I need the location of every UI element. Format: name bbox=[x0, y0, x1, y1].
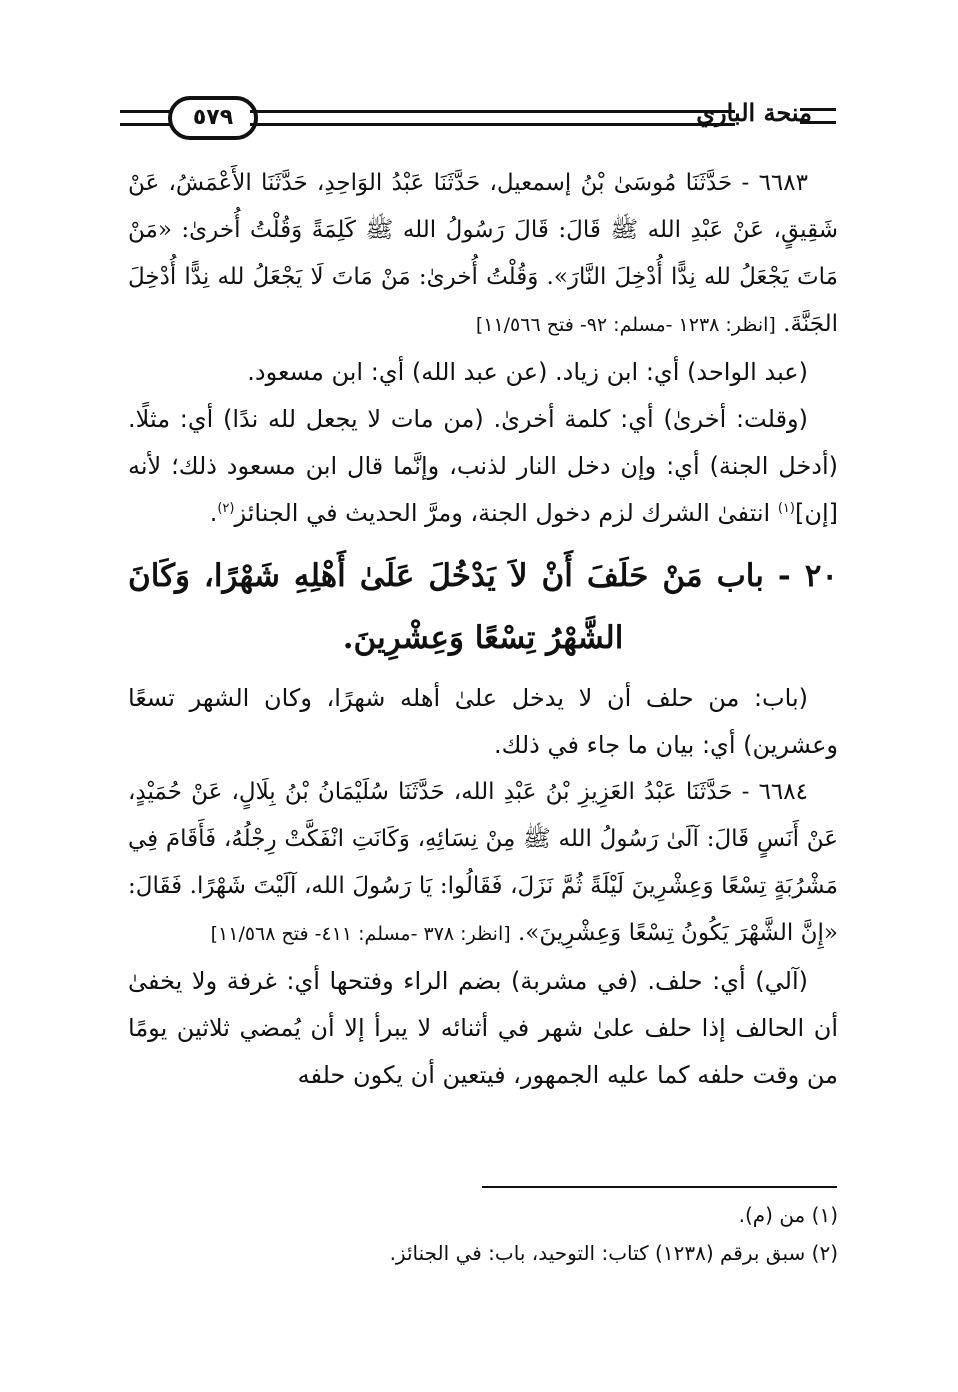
commentary-paragraph bbox=[128, 396, 838, 537]
chapter-heading: ٢٠ - باب مَنْ حَلَفَ أَنْ لاَ يَدْخُلَ عَلَىٰ أَهْلِهِ شَهْرًا، وَكَانَ الشَّهْرُ تِسْعًا وَعِشْرِينَ. bbox=[128, 558, 838, 656]
footnotes bbox=[128, 1196, 838, 1272]
commentary-text-b: انتفىٰ الشرك لزم دخول الجنة، ومرَّ الحديث في الجنائز bbox=[234, 499, 778, 527]
hadith-6683-reference: [انظر: ١٢٣٨ -مسلم: ٩٢- فتح ١١/٥٦٦] bbox=[475, 314, 776, 336]
commentary-text-end: . bbox=[209, 499, 218, 527]
hadith-6684-reference: [انظر: ٣٧٨ -مسلم: ٤١١- فتح ١١/٥٦٨] bbox=[210, 923, 511, 945]
commentary-line: (عبد الواحد) أي: ابن زياد. (عن عبد الله) أي: ابن مسعود. bbox=[247, 358, 808, 386]
hadith-6684-text: ٦٦٨٤ - حَدَّثَنَا عَبْدُ العَزِيزِ بْنُ عَبْدِ الله، حَدَّثَنَا سُلَيْمَانُ بْنُ بِلَالٍ، عَنْ حُمَيْدٍ، عَنْ أَنَسٍ قَالَ: آلَىٰ رَسُولُ الله ﷺ مِنْ نِسَائِهِ، وَكَانَتِ انْفَكَّتْ رِجْلُهُ، فَأَقَامَ فِي مَشْرُبَةٍ تِسْعًا وَعِشْرِينَ لَيْلَةً ثُمَّ نَزَلَ، فَقَالُوا: يَا رَسُولَ الله، آلَيْتَ شَهْرًا. فَقَالَ: «إِنَّ الشَّهْرَ يَكُونُ تِسْعًا وَعِشْرِينَ». bbox=[128, 779, 838, 946]
footnote-marker-1: (١) bbox=[777, 501, 795, 516]
footnote-2: (٢) سبق برقم (١٢٣٨) كتاب: التوحيد، باب: في الجنائز. bbox=[389, 1241, 838, 1265]
footnote-1: (١) من (م). bbox=[738, 1203, 838, 1227]
footnote-separator bbox=[482, 1186, 837, 1188]
hadith-6683-text: ٦٦٨٣ - حَدَّثَنَا مُوسَىٰ بْنُ إسمعيل، حَدَّثَنَا عَبْدُ الوَاحِدِ، حَدَّثَنَا الأَعْمَشُ، عَنْ شَقِيقٍ، عَنْ عَبْدِ الله ﷺ قَالَ: قَالَ رَسُولُ الله ﷺ كَلِمَةً وَقُلْتُ أُخرىٰ: «مَنْ مَاتَ يَجْعَلُ لله نِدًّا أُدْخِلَ النَّارَ». وَقُلْتُ أُخرىٰ: مَنْ مَاتَ لَا يَجْعَلُ لله نِدًّا أُدْخِلَ الجَنَّةَ. bbox=[128, 170, 838, 337]
footnote-marker-2: (٢) bbox=[217, 501, 235, 516]
hadith-6684 bbox=[128, 769, 838, 958]
chapter-commentary: (باب: من حلف أن لا يدخل علىٰ أهله شهرًا، وكان الشهر تسعًا وعشرين) أي: بيان ما جاء في ذلك. bbox=[128, 684, 838, 759]
main-text bbox=[128, 160, 838, 1099]
page-header bbox=[120, 92, 840, 142]
hadith-6684-commentary: (آلي) أي: حلف. (في مشربة) بضم الراء وفتحها أي: غرفة ولا يخفىٰ أن الحالف إذا حلف علىٰ شهر في أثنائه لا يبرأ إلا أن يُمضي ثلاثين يومًا من وقت حلفه كما عليه الجمهور، فيتعين أن يكون حلفه bbox=[128, 967, 838, 1089]
page-number: ٥٧٩ bbox=[168, 96, 258, 140]
header-rule-right bbox=[800, 108, 836, 124]
commentary-text-a: (وقلت: أخرىٰ) أي: كلمة أخرىٰ. (من مات لا يجعل لله ندًا) أي: مثلًا. (أدخل الجنة) أي: وإن دخل النار لذنب، وإنَّما قال ابن مسعود ذلك؛ لأنه [إن] bbox=[128, 405, 838, 527]
hadith-6683 bbox=[128, 160, 838, 349]
book-title: منحة الباري bbox=[696, 98, 812, 127]
header-rule-middle bbox=[250, 110, 735, 126]
header-rule-left bbox=[120, 110, 170, 126]
